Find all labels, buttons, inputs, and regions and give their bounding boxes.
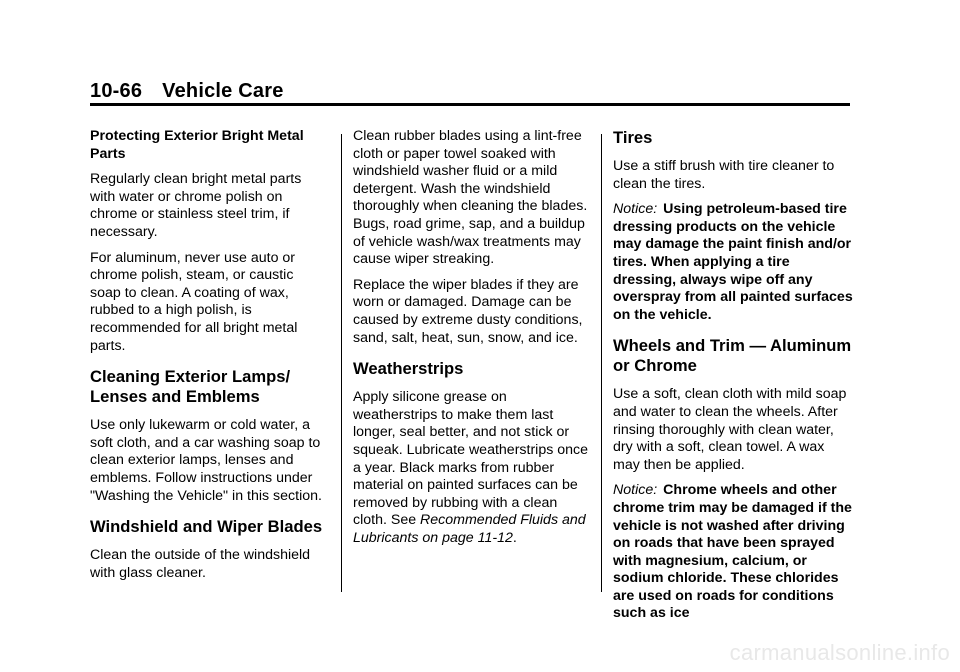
heading-tires: Tires: [613, 128, 653, 147]
notice-tires: [613, 201, 853, 324]
heading-weatherstrips: Weatherstrips: [353, 359, 464, 379]
heading-windshield: Windshield and Wiper Blades: [90, 517, 323, 537]
header-rule: [90, 103, 850, 106]
notice-wheels: [613, 482, 853, 623]
page-header: [90, 80, 284, 103]
weatherstrips-end: .: [512, 529, 517, 546]
heading-exterior-lamps: Cleaning Exterior Lamps/ Lenses and Emblems: [90, 367, 291, 407]
page-number: 10-66: [90, 80, 143, 102]
paragraph-bright-metal: Regularly clean bright metal parts with water or chrome polish on chrome or stainless steel trim, if necessary.: [90, 171, 302, 240]
column-1: [90, 128, 328, 590]
paragraph-windshield: Clean the outside of the windshield with glass cleaner.: [90, 547, 311, 581]
notice-label: Notice:: [613, 201, 658, 218]
paragraph-tires: Use a stiff brush with tire cleaner to clean the tires.: [613, 158, 835, 192]
paragraph-aluminum: For aluminum, never use auto or chrome polish, steam, or caustic soap to clean. A coating of wax, rubbed to a high polish, is recommended for all bright metal parts.: [90, 249, 298, 354]
notice-label-2: Notice:: [613, 482, 658, 499]
paragraph-weatherstrips: [353, 389, 593, 547]
cross-reference-link[interactable]: Recommended Fluids and Lubricants on page 11-12: [353, 512, 586, 546]
column-2: [353, 128, 593, 555]
heading-wheels: Wheels and Trim — Aluminum or Chrome: [613, 336, 852, 376]
column-3: [613, 128, 853, 631]
paragraph-rubber-blades: Clean rubber blades using a lint-free cloth or paper towel soaked with windshield washer fluid or a mild detergent. Wash the windshield thoroughly when cleaning the blades. Bugs, road grime, sap, and a buildup of vehicle wash/wax treatments may cause wiper streaking.: [353, 128, 588, 268]
column-divider-1: [341, 134, 342, 592]
paragraph-exterior-lamps: Use only lukewarm or cold water, a soft cloth, and a car washing soap to clean exterior lamps, lenses and emblems. Follow instructions under "Washing the Vehicle" in this section.: [90, 417, 322, 504]
watermark: carmanualsonline.info: [729, 640, 950, 665]
section-title: Vehicle Care: [162, 80, 284, 102]
paragraph-replace-blades: Replace the wiper blades if they are worn or damaged. Damage can be caused by extreme dusty conditions, sand, salt, heat, sun, snow, and ice.: [353, 276, 583, 346]
sub-heading-bright-metal: Protecting Exterior Bright Metal Parts: [90, 128, 304, 162]
notice-text-tires: Using petroleum-based tire dressing products on the vehicle may damage the paint finish and/or tires. When applying a tire dressing, always wipe off any overspray from all painted surfaces on the vehicle.: [613, 201, 853, 323]
paragraph-wheels: Use a soft, clean cloth with mild soap and water to clean the wheels. After rinsing thoroughly with clean water, dry with a soft, clean towel. A wax may then be applied.: [613, 386, 847, 473]
column-divider-2: [601, 134, 602, 592]
header-text: [90, 80, 284, 102]
notice-text-wheels: Chrome wheels and other chrome trim may be damaged if the vehicle is not washed after driving on roads that have been sprayed with magnesium, calcium, or sodium chloride. These chlorides are used on roads for conditions such as ice: [613, 482, 852, 622]
weatherstrips-text: Apply silicone grease on weatherstrips to make them last longer, seal better, and not stick or squeak. Lubricate weatherstrips once a year. Black marks from rubber material on painted surfaces can be removed by rubbing with a clean cloth. See: [353, 389, 589, 529]
